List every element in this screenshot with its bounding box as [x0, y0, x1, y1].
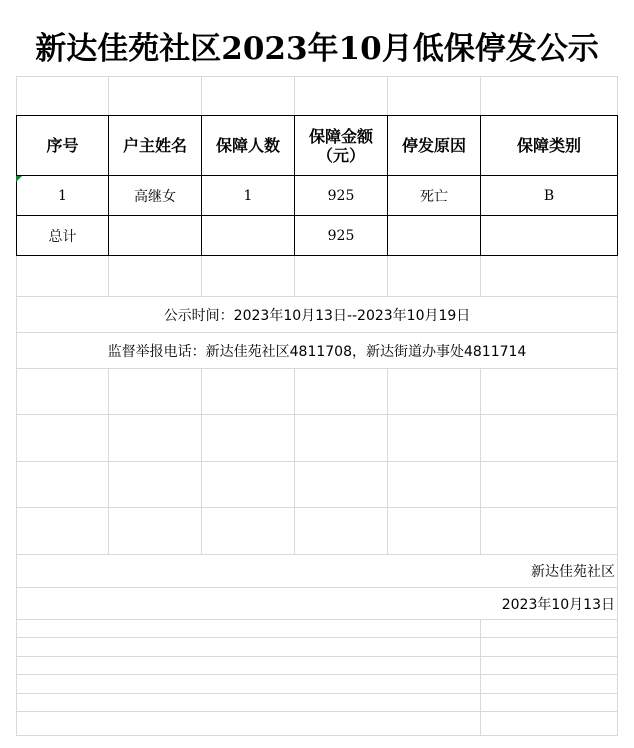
grid-line: [16, 637, 618, 638]
total-empty-cell[interactable]: [388, 216, 480, 255]
cell-index[interactable]: 1: [58, 187, 67, 204]
grid-line: [16, 693, 618, 694]
total-empty-cell[interactable]: [109, 216, 201, 255]
header-amount-line2: （元）: [316, 145, 365, 165]
grid-line: [16, 76, 618, 77]
grid-line: [16, 368, 618, 369]
header-name[interactable]: 户主姓名: [122, 136, 187, 155]
grid-line: [16, 735, 618, 736]
header-amount[interactable]: [295, 116, 387, 175]
cell-amount[interactable]: 925: [327, 187, 355, 204]
table-border: [16, 255, 618, 256]
grid-line: [16, 619, 618, 620]
footer-org[interactable]: 新达佳苑社区: [17, 555, 617, 587]
total-empty-cell[interactable]: [481, 216, 617, 255]
grid-line: [16, 674, 618, 675]
notice-report-phone[interactable]: 监督举报电话：新达佳苑社区4811708，新达街道办事处4811714: [17, 333, 617, 368]
cell-persons[interactable]: 1: [243, 187, 253, 204]
page-title: 新达佳苑社区2023年10月低保停发公示: [16, 14, 618, 76]
cell-reason[interactable]: 死亡: [420, 188, 448, 205]
header-category[interactable]: 保障类别: [516, 136, 581, 155]
header-reason[interactable]: 停发原因: [401, 136, 466, 155]
total-empty-cell[interactable]: [202, 216, 294, 255]
header-amount-line1: 保障金额: [308, 126, 373, 146]
footer-date[interactable]: 2023年10月13日: [17, 588, 617, 619]
header-index[interactable]: 序号: [46, 136, 79, 155]
total-label[interactable]: 总计: [48, 228, 77, 245]
notice-period[interactable]: 公示时间：2023年10月13日--2023年10月19日: [17, 297, 617, 332]
grid-line: [16, 507, 618, 508]
total-amount[interactable]: 925: [327, 227, 355, 244]
table-border: [617, 115, 618, 256]
grid-line: [16, 711, 618, 712]
cell-name[interactable]: 高继女: [134, 188, 176, 205]
grid-line: [16, 461, 618, 462]
grid-line: [16, 656, 618, 657]
header-persons[interactable]: 保障人数: [215, 136, 280, 155]
grid-line: [480, 368, 481, 736]
grid-line: [16, 414, 618, 415]
cell-category[interactable]: B: [543, 187, 555, 204]
